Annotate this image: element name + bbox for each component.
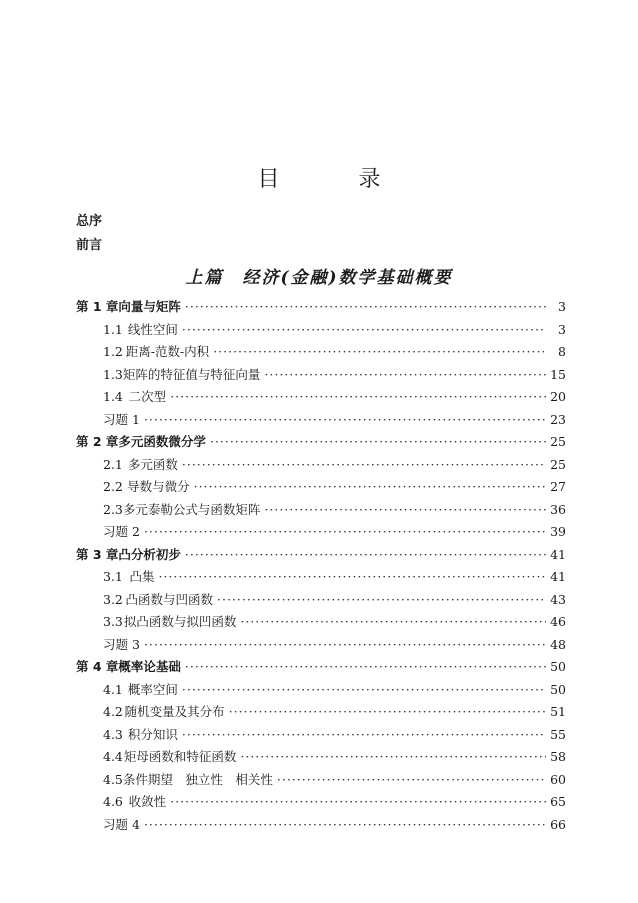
- dot-leader: [144, 814, 546, 837]
- page-title: 目 录: [257, 167, 417, 192]
- toc-entry-number: 2.3: [103, 501, 123, 517]
- dot-leader: [170, 791, 546, 814]
- toc-entry-label: 习题 2: [103, 524, 140, 539]
- toc-section-row[interactable]: [76, 341, 566, 364]
- toc-section-row[interactable]: [76, 566, 566, 589]
- toc-section-row[interactable]: [76, 611, 566, 634]
- toc-page-number: 55: [550, 726, 566, 742]
- toc-entry-label: 矩母函数和特征函数: [123, 749, 237, 764]
- toc-entry-label: 多元函数微分学: [118, 434, 206, 449]
- toc-entry-label: 向量与矩阵: [118, 299, 181, 314]
- toc-exercise-row[interactable]: [76, 634, 566, 657]
- toc-entry-number: 1.2: [103, 344, 123, 359]
- toc-entry-label: 概率空间: [127, 681, 178, 697]
- toc-entry-number: 1.1: [103, 321, 123, 337]
- toc-entry-label: 习题 3: [103, 636, 140, 652]
- toc-page-number: 51: [550, 704, 566, 719]
- toc-entry-number: 4.2: [103, 704, 123, 719]
- table-of-contents: [76, 296, 566, 836]
- toc-chapter-row[interactable]: [76, 296, 566, 319]
- toc-page-number: 50: [550, 681, 566, 697]
- toc-section-row[interactable]: [76, 499, 566, 522]
- toc-page-number: 39: [550, 524, 566, 539]
- toc-entry-label: 凸集: [129, 569, 155, 584]
- dot-leader: [213, 341, 546, 364]
- toc-entry-label: 多元函数: [127, 456, 178, 472]
- toc-entry-label: 习题 4: [103, 816, 140, 832]
- toc-page-number: 8: [558, 344, 566, 359]
- dot-leader: [194, 476, 546, 499]
- toc-entry-label: 习题 1: [103, 411, 140, 427]
- dot-leader: [217, 589, 546, 612]
- toc-entry-label: 导数与微分: [127, 479, 190, 494]
- toc-page-number: 66: [550, 816, 566, 832]
- toc-entry-label: 距离-范数-内积: [125, 344, 210, 359]
- dot-leader: [264, 499, 546, 522]
- toc-page-number: 50: [550, 659, 566, 674]
- dot-leader: [185, 656, 546, 679]
- toc-page-number: 41: [550, 546, 566, 562]
- toc-page-number: 15: [550, 366, 566, 382]
- toc-entry-label: 拟凸函数与拟凹函数: [123, 614, 237, 629]
- toc-page-number: 3: [558, 299, 566, 314]
- toc-section-row[interactable]: [76, 679, 566, 702]
- toc-entry-number: 第 3 章: [76, 546, 119, 562]
- toc-entry-number: 第 4 章: [76, 659, 119, 674]
- toc-entry-number: 2.1: [103, 456, 123, 472]
- toc-section-row[interactable]: [76, 476, 566, 499]
- toc-entry-label: 矩阵的特征值与特征向量: [122, 366, 261, 382]
- front-matter-preface: 前言: [76, 238, 103, 253]
- toc-page-number: 48: [550, 636, 566, 652]
- toc-page-number: 25: [550, 434, 566, 449]
- toc-chapter-row[interactable]: [76, 431, 566, 454]
- toc-entry-number: 4.5: [103, 771, 123, 787]
- toc-page-number: 3: [558, 321, 566, 337]
- dot-leader: [182, 319, 546, 342]
- toc-page-number: 46: [550, 614, 566, 629]
- toc-entry-label: 线性空间: [127, 321, 178, 337]
- toc-entry-number: 1.3: [103, 366, 123, 382]
- toc-entry-number: 1.4: [103, 389, 123, 404]
- toc-section-row[interactable]: [76, 724, 566, 747]
- dot-leader: [144, 521, 546, 544]
- dot-leader: [277, 769, 546, 792]
- toc-entry-label: 二次型: [128, 389, 167, 404]
- dot-leader: [240, 611, 546, 634]
- toc-entry-number: 3.1: [103, 569, 123, 584]
- toc-entry-number: 4.6: [103, 794, 123, 809]
- toc-section-row[interactable]: [76, 701, 566, 724]
- dot-leader: [229, 701, 546, 724]
- toc-entry-number: 4.3: [103, 726, 123, 742]
- part-title: 上篇 经济(金融)数学基础概要: [185, 268, 453, 288]
- dot-leader: [264, 364, 546, 387]
- toc-entry-label: 多元泰勒公式与函数矩阵: [122, 501, 261, 517]
- toc-entry-label: 收敛性: [128, 794, 167, 809]
- toc-page-number: 23: [550, 411, 566, 427]
- toc-section-row[interactable]: [76, 589, 566, 612]
- toc-page-number: 20: [550, 389, 566, 404]
- toc-page-number: 65: [550, 794, 566, 809]
- dot-leader: [158, 566, 546, 589]
- toc-exercise-row[interactable]: [76, 521, 566, 544]
- toc-page-number: 27: [550, 479, 566, 494]
- toc-entry-label: 随机变量及其分布: [124, 704, 225, 719]
- dot-leader: [170, 386, 546, 409]
- dot-leader: [144, 409, 546, 432]
- toc-entry-number: 4.1: [103, 681, 123, 697]
- dot-leader: [182, 454, 546, 477]
- dot-leader: [185, 296, 546, 319]
- toc-section-row[interactable]: [76, 364, 566, 387]
- toc-section-row[interactable]: [76, 769, 566, 792]
- toc-exercise-row[interactable]: [76, 814, 566, 837]
- toc-section-row[interactable]: [76, 746, 566, 769]
- toc-chapter-row[interactable]: [76, 656, 566, 679]
- toc-page-number: 58: [550, 749, 566, 764]
- toc-section-row[interactable]: [76, 386, 566, 409]
- toc-entry-label: 积分知识: [127, 726, 178, 742]
- dot-leader: [182, 724, 546, 747]
- toc-section-row[interactable]: [76, 454, 566, 477]
- dot-leader: [240, 746, 546, 769]
- toc-page-number: 41: [550, 569, 566, 584]
- toc-exercise-row[interactable]: [76, 409, 566, 432]
- toc-entry-number: 第 1 章: [76, 299, 119, 314]
- toc-page-number: 36: [550, 501, 566, 517]
- dot-leader: [185, 544, 546, 567]
- toc-entry-number: 2.2: [103, 479, 123, 494]
- toc-section-row[interactable]: [76, 791, 566, 814]
- toc-chapter-row[interactable]: [76, 544, 566, 567]
- toc-page-number: 25: [550, 456, 566, 472]
- dot-leader: [144, 634, 546, 657]
- toc-entry-label: 概率论基础: [118, 659, 181, 674]
- toc-entry-number: 第 2 章: [76, 434, 119, 449]
- toc-entry-number: 4.4: [103, 749, 123, 764]
- toc-page-number: 60: [550, 771, 566, 787]
- dot-leader: [182, 679, 546, 702]
- toc-entry-label: 条件期望 独立性 相关性: [122, 771, 273, 787]
- toc-section-row[interactable]: [76, 319, 566, 342]
- toc-entry-number: 3.3: [103, 614, 123, 629]
- toc-page-number: 43: [550, 591, 566, 607]
- front-matter-foreword: 总序: [76, 214, 103, 229]
- toc-entry-label: 凸分析初步: [118, 546, 181, 562]
- toc-entry-number: 3.2: [103, 591, 123, 607]
- toc-entry-label: 凸函数与凹函数: [125, 591, 213, 607]
- dot-leader: [210, 431, 546, 454]
